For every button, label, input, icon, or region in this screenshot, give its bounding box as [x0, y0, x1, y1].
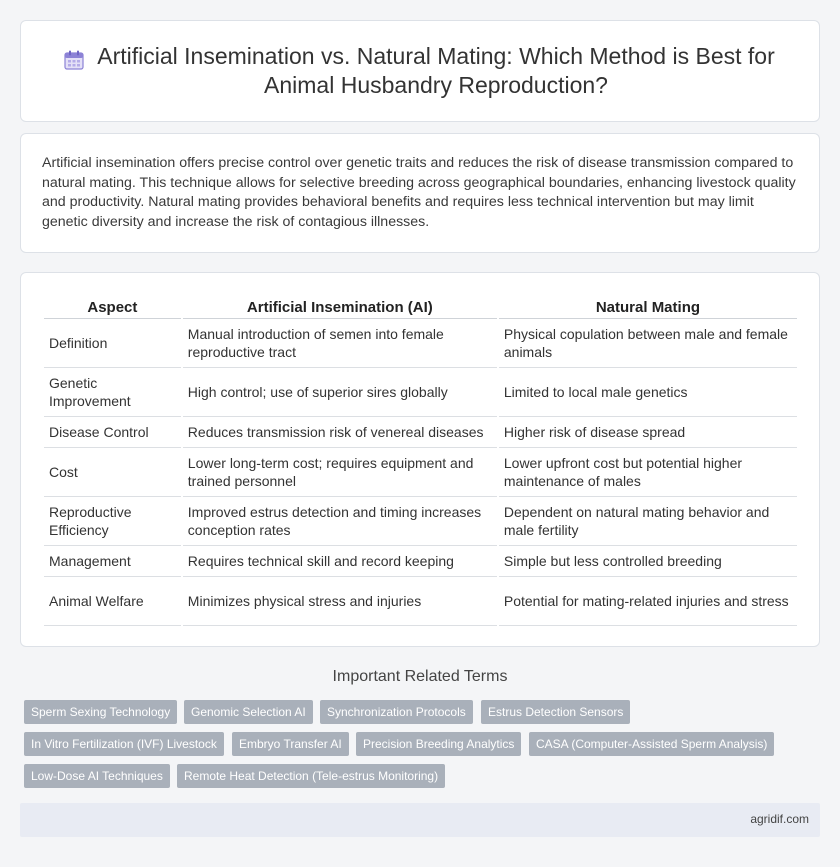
header-card: [20, 20, 820, 122]
comparison-table-card: [20, 272, 820, 647]
table-cell-aspect: Management: [44, 546, 181, 577]
table-row: [44, 577, 797, 626]
table-cell-ai: Lower long-term cost; requires equipment and trained personnel: [183, 448, 497, 497]
table-row: [44, 417, 797, 448]
table-cell-ai: Minimizes physical stress and injuries: [183, 577, 497, 626]
footer: [20, 803, 820, 837]
table-cell-natural: Potential for mating-related injuries and stress: [499, 577, 797, 626]
related-term-tag[interactable]: Sperm Sexing Technology: [24, 700, 177, 724]
related-term-tag[interactable]: Synchronization Protocols: [320, 700, 473, 724]
table-cell-natural: Limited to local male genetics: [499, 368, 797, 417]
table-cell-natural: Simple but less controlled breeding: [499, 546, 797, 577]
related-term-tag[interactable]: Low-Dose AI Techniques: [24, 764, 170, 788]
table-row: [44, 368, 797, 417]
related-term-tag[interactable]: Precision Breeding Analytics: [356, 732, 521, 756]
table-cell-aspect: Genetic Improvement: [44, 368, 181, 417]
related-term-tag[interactable]: Embryo Transfer AI: [232, 732, 349, 756]
table-cell-natural: Lower upfront cost but potential higher maintenance of males: [499, 448, 797, 497]
table-cell-aspect: Animal Welfare: [44, 577, 181, 626]
table-cell-ai: Improved estrus detection and timing increases conception rates: [183, 497, 497, 546]
table-row: [44, 319, 797, 368]
intro-card: [20, 133, 820, 253]
table-cell-ai: Manual introduction of semen into female reproductive tract: [183, 319, 497, 368]
table-cell-aspect: Disease Control: [44, 417, 181, 448]
table-cell-natural: Physical copulation between male and female animals: [499, 319, 797, 368]
table-cell-aspect: Cost: [44, 448, 181, 497]
column-header-aspect: Aspect: [44, 295, 181, 319]
intro-paragraph: Artificial insemination offers precise control over genetic traits and reduces the risk of disease transmission compared to natural mating. This technique allows for selective breeding across geographical boundaries, enhancing livestock quality and productivity. Natural mating provides behavioral benefits and requires less technical intervention but may limit genetic diversity and increase the risk of contagious illnesses.: [42, 155, 796, 230]
related-term-tag[interactable]: In Vitro Fertilization (IVF) Livestock: [24, 732, 224, 756]
column-header-ai: Artificial Insemination (AI): [183, 295, 497, 319]
related-terms-title: Important Related Terms: [332, 668, 508, 685]
related-term-tag[interactable]: Genomic Selection AI: [184, 700, 313, 724]
related-term-tag[interactable]: CASA (Computer-Assisted Sperm Analysis): [529, 732, 774, 756]
table-row: [44, 546, 797, 577]
related-term-tag[interactable]: Estrus Detection Sensors: [481, 700, 630, 724]
table-cell-ai: Reduces transmission risk of venereal diseases: [183, 417, 497, 448]
table-cell-natural: Higher risk of disease spread: [499, 417, 797, 448]
page-title: Artificial Insemination vs. Natural Mating: Which Method is Best for Animal Husbandry Reproduction?: [97, 43, 775, 98]
table-cell-ai: High control; use of superior sires globally: [183, 368, 497, 417]
table-cell-aspect: Definition: [44, 319, 181, 368]
table-cell-natural: Dependent on natural mating behavior and male fertility: [499, 497, 797, 546]
column-header-natural: Natural Mating: [499, 295, 797, 319]
table-header-row: [44, 295, 797, 319]
comparison-table: [42, 295, 799, 626]
table-row: [44, 448, 797, 497]
table-row: [44, 497, 797, 546]
footer-site-link[interactable]: agridif.com: [750, 812, 809, 826]
table-cell-aspect: Reproductive Efficiency: [44, 497, 181, 546]
table-cell-ai: Requires technical skill and record keeping: [183, 546, 497, 577]
related-term-tag[interactable]: Remote Heat Detection (Tele-estrus Monitoring): [177, 764, 445, 788]
